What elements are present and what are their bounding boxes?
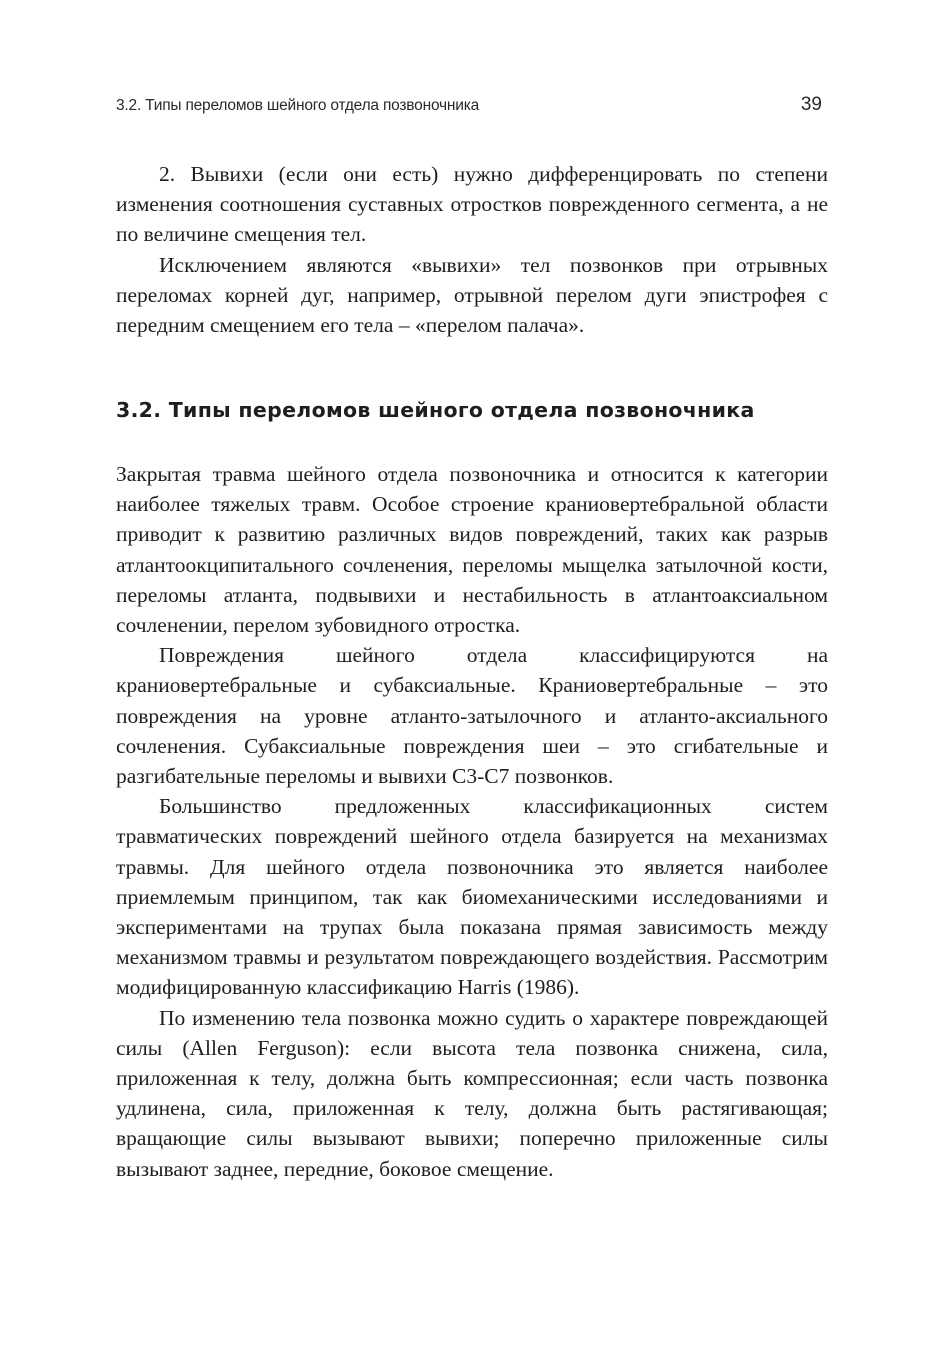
section-text-block [116, 459, 828, 1184]
running-head-title: 3.2. Типы переломов шейного отдела позвоночника [116, 97, 480, 114]
running-head [116, 94, 828, 118]
paragraph-force-analysis: По изменению тела позвонка можно судить о характере повреждающей силы (Allen Ferguson): если высота тела позвонка снижена, сила, приложенная к телу, должна быть компрессионная; если часть позвонка удлинена, сила, приложенная к телу, должна быть растягивающая; вращающие силы вызывают вывихи; поперечно приложенные силы вызывают заднее, передние, боковое смещение. [116, 1005, 828, 1181]
top-text-block [116, 159, 828, 340]
page-number: 39 [800, 94, 822, 115]
paragraph-closed-trauma: Закрытая травма шейного отдела позвоночника и относится к категории наиболее тяжелых травм. Особое строение краниовертебральной области приводит к развитию различных видов повреждений, таких как разрыв атлантоокципитального сочленения, переломы мыщелка затылочной кости, переломы атланта, подвывихи и нестабильность в атлантоаксиальном сочленении, перелом зубовидного отростка. [116, 462, 828, 638]
paragraph-injury-classes: Повреждения шейного отдела классифицируются на краниовертебральные и субаксиальные. Краниовертебральные – это повреждения на уровне атланто-затылочного и атланто-аксиального сочленения. Субаксиальные повреждения шеи – это сгибательные и разгибательные переломы и вывихи С3-С7 позвонков. [116, 643, 828, 789]
section-heading: 3.2. Типы переломов шейного отдела позвоночника [116, 398, 755, 422]
paragraph-classification-systems: Большинство предложенных классификационных систем травматических повреждений шейного отдела базируется на механизмах травмы. Для шейного отдела позвоночника это является наиболее приемлемым принципом, так как биомеханическими исследованиями и экспериментами на трупах была показана прямая зависимость между механизмом травмы и результатом повреждающего воздействия. Рассмотрим модифицированную классификацию Harris (1986). [116, 794, 828, 1000]
paragraph-dislocations: 2. Вывихи (если они есть) нужно дифференцировать по степени изменения соотношения суставных отростков поврежденного сегмента, а не по величине смещения тел. [116, 162, 828, 247]
paragraph-exception: Исключением являются «вывихи» тел позвонков при отрывных переломах корней дуг, например, отрывной перелом дуги эпистрофея с передним смещением его тела – «перелом палача». [116, 252, 828, 338]
